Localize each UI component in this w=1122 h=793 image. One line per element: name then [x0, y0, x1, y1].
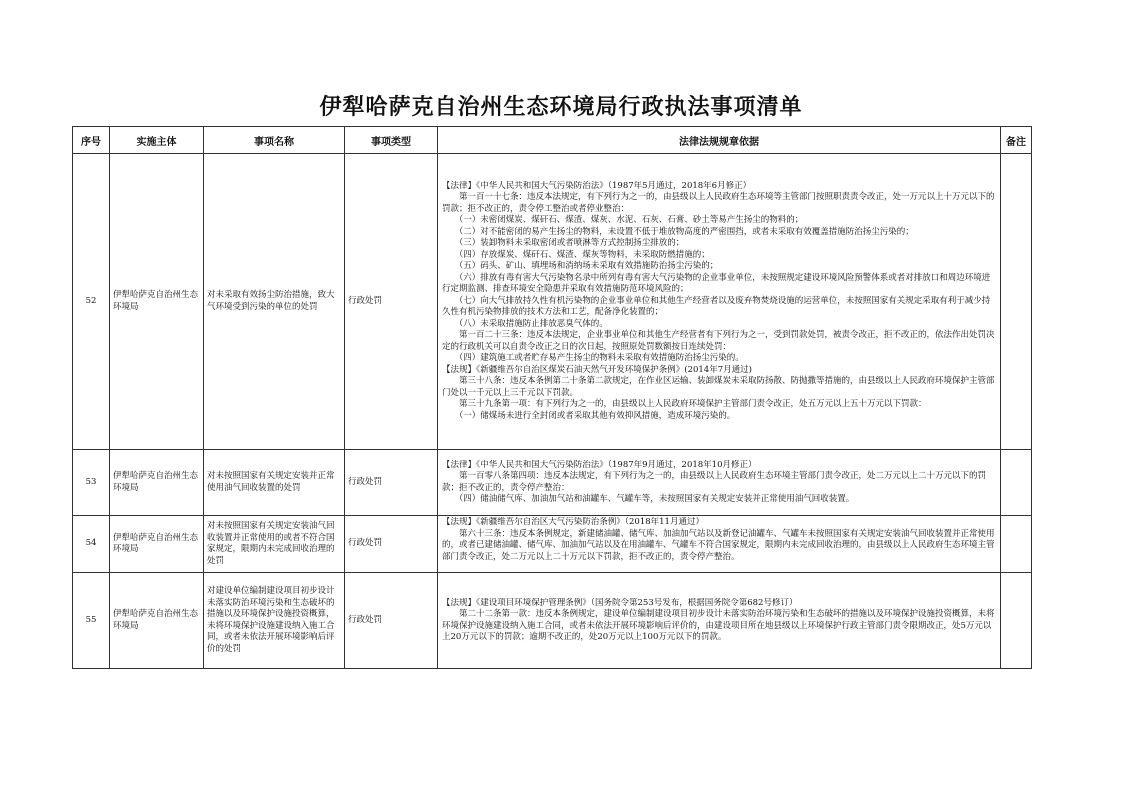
- basis-line: 【法规】《新疆维吾尔自治区煤炭石油天然气开发环境保护条例》(2014年7月通过): [442, 364, 752, 375]
- cell-remark: [1001, 573, 1032, 669]
- basis-line: 第六十三条：违反本条例规定，新建储油罐、储气库、加油加气站以及新登记油罐车、气罐车未按照国家有关规定安装油气回收装置并正常使用的，或者已建储油罐、储气库、加油加气站以及在用油罐车、气罐车不符合国家规定，限期内未完成回收治理的，由县级以上人民政府生态环境主管部门责令改正，处二万元以上二十万元以下罚款，拒不改正的，责令停产整治。: [442, 528, 995, 562]
- cell-item-type: 行政处罚: [345, 516, 438, 573]
- cell-subject: 伊犁哈萨克自治州生态环境局: [110, 154, 204, 450]
- table-row: [73, 573, 1032, 669]
- cell-subject: 伊犁哈萨克自治州生态环境局: [110, 450, 204, 516]
- cell-item-name: 对未采取有效扬尘防治措施，致大气环境受到污染的单位的处罚: [204, 154, 345, 450]
- basis-line: 【法规】《建设项目环境保护管理条例》（国务院令第253号发布，根据国务院令第682号修订）: [442, 597, 798, 608]
- basis-line: 第三十八条：违反本条例第二十条第二款规定，在作业区运输、装卸煤炭未采取防扬散、防抛撒等措施的，由县级以上人民政府环境保护主管部门处以一千元以上三千元以下罚款。: [442, 376, 995, 398]
- cell-item-name: 对建设单位编制建设项目初步设计未落实防治环境污染和生态破坏的措施以及环境保护设施投资概算，未将环境保护设施建设纳入施工合同，或者未依法开展环境影响后评价的处罚: [204, 573, 345, 669]
- basis-line: （四）储油储气库、加油加气站和油罐车、气罐车等，未按照国家有关规定安装并正常使用油气回收装置。: [442, 494, 855, 504]
- cell-item-type: 行政处罚: [345, 450, 438, 516]
- basis-line: （七）向大气排放持久性有机污染物的企业事业单位和其他生产经营者以及废弃物焚烧设施的运营单位，未按照国家有关规定采取有利于减少持久性有机污染物排放的技术方法和工艺，配备净化装置的；: [442, 295, 991, 318]
- cell-item-type: 行政处罚: [345, 573, 438, 669]
- basis-text: [442, 181, 996, 423]
- basis-line: 第一百二十三条：违反本法规定，企业事业单位和其他生产经营者有下列行为之一，受到罚款处罚，被责令改正，拒不改正的，依法作出处罚决定的行政机关可以自责令改正之日的次日起，按照原处罚数额按日连续处罚：: [442, 330, 995, 352]
- header-remark: 备注: [1001, 127, 1032, 154]
- cell-basis: [438, 573, 1001, 669]
- cell-basis: [438, 154, 1001, 450]
- cell-item-name: 对未按照国家有关规定安装并正常使用油气回收装置的处罚: [204, 450, 345, 516]
- cell-seq: 52: [73, 154, 110, 450]
- basis-line: 第一百零八条第四项：违反本法规定，有下列行为之一的，由县级以上人民政府生态环境主管部门责令改正，处二万元以上二十万元以下的罚款；拒不改正的，责令停产整治：: [442, 471, 987, 493]
- basis-line: 第一百一十七条：违反本法规定，有下列行为之一的，由县级以上人民政府生态环境等主管部门按照职责责令改正，处一万元以上十万元以下的罚款；拒不改正的，责令停工整治或者停业整治：: [442, 192, 995, 214]
- basis-line: （三）装卸物料未采取密闭或者喷淋等方式控制扬尘排放的；: [442, 238, 685, 249]
- cell-basis: [438, 516, 1001, 573]
- header-seq: 序号: [73, 127, 110, 154]
- table-row: [73, 450, 1032, 516]
- document-title: 伊犁哈萨克自治州生态环境局行政执法事项清单: [319, 95, 803, 120]
- cell-remark: [1001, 154, 1032, 450]
- header-subject: 实施主体: [110, 127, 204, 154]
- header-item-type: 事项类型: [345, 127, 438, 154]
- table-row: [73, 516, 1032, 573]
- basis-line: （四）存放煤炭、煤矸石、煤渣、煤灰等物料，未采取防燃措施的；: [442, 249, 710, 260]
- basis-line: （一）储煤场未进行全封闭或者采取其他有效抑风措施，造成环境污染的。: [442, 410, 736, 421]
- cell-basis: [438, 450, 1001, 516]
- basis-line: 第三十九条第一项：有下列行为之一的，由县级以上人民政府环境保护主管部门责令改正，处五万元以上五十万元以下罚款：: [442, 399, 927, 410]
- cell-remark: [1001, 450, 1032, 516]
- cell-subject: 伊犁哈萨克自治州生态环境局: [110, 573, 204, 669]
- basis-line: （一）未密闭煤炭、煤矸石、煤渣、煤灰、水泥、石灰、石膏、砂土等易产生扬尘的物料的；: [442, 215, 804, 226]
- basis-line: 【法律】《中华人民共和国大气污染防治法》（1987年9月通过，2018年10月修正）: [442, 459, 757, 470]
- cell-seq: 53: [73, 450, 110, 516]
- cell-subject: 伊犁哈萨克自治州生态环境局: [110, 516, 204, 573]
- basis-line: 【法规】《新疆维吾尔自治区大气污染防治条例》（2018年11月通过）: [442, 517, 704, 527]
- header-basis: 法律法规规章依据: [438, 127, 1001, 154]
- basis-line: （四）建筑施工或者贮存易产生扬尘的物料未采取有效措施防治扬尘污染的。: [442, 353, 744, 364]
- enforcement-items-table: [72, 126, 1032, 669]
- basis-line: 第二十二条第一款：违反本条例规定，建设单位编制建设项目初步设计未落实防治环境污染和生态破坏的措施以及环境保护设施投资概算，未将环境保护设施建设纳入施工合同，或者未依法开展环境影响后评价的，由建设项目所在地县级以上环境保护行政主管部门责令限期改正，处5万元以上20万元以下的罚款；逾期不改正的，处20万元以上100万元以下的罚款。: [442, 609, 995, 642]
- basis-line: （五）码头、矿山、填埋场和消纳场未采取有效措施防治扬尘污染的；: [442, 261, 719, 272]
- cell-seq: 54: [73, 516, 110, 573]
- basis-line: （八）未采取措施防止排放恶臭气体的。: [442, 318, 608, 329]
- cell-item-name: 对未按照国家有关规定安装油气回收装置并正常使用的或者不符合国家规定，限期内未完成回收治理的处罚: [204, 516, 345, 573]
- basis-text: [442, 460, 996, 506]
- cell-item-type: 行政处罚: [345, 154, 438, 450]
- table-header-row: [73, 127, 1032, 154]
- header-item-name: 事项名称: [204, 127, 345, 154]
- basis-line: （六）排放有毒有害大气污染物名录中所列有毒有害大气污染物的企业事业单位，未按照规定建设环境风险预警体系或者对排放口和周边环境进行定期监测、排查环境安全隐患并采取有效措施防范环境风险的；: [442, 272, 991, 295]
- basis-line: （二）对不能密闭的易产生扬尘的物料，未设置不低于堆放物高度的严密围挡，或者未采取有效覆盖措施防治扬尘污染的；: [442, 226, 914, 237]
- basis-text: [442, 598, 996, 644]
- table-row: [73, 154, 1032, 450]
- basis-text: [442, 517, 996, 571]
- cell-seq: 55: [73, 573, 110, 669]
- cell-remark: [1001, 516, 1032, 573]
- basis-line: 【法律】《中华人民共和国大气污染防治法》（1987年5月通过，2018年6月修正）: [442, 180, 752, 191]
